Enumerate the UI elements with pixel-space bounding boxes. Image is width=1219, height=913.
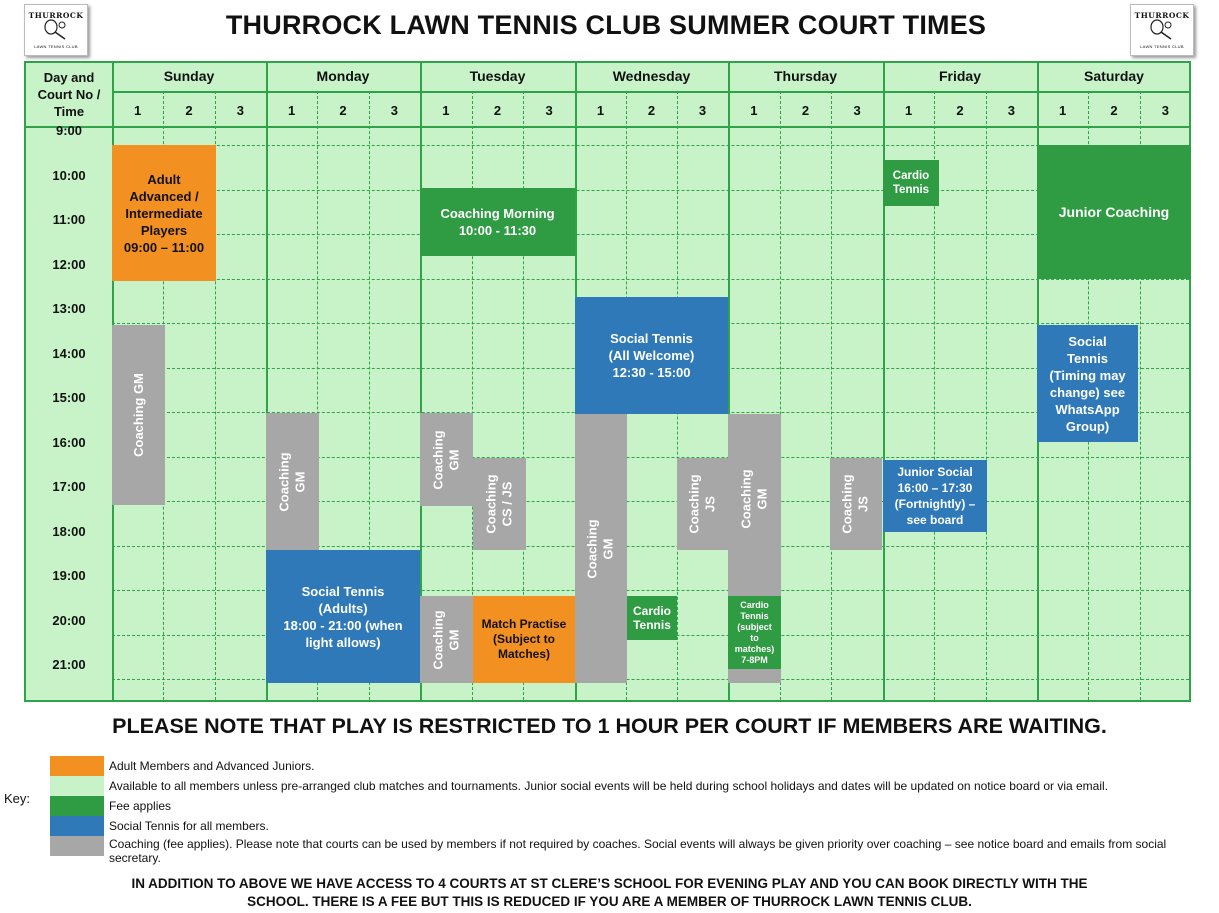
wednesday-social-tennis-block: Social Tennis (All Welcome) 12:30 - 15:00 — [575, 297, 728, 414]
thursday-cardio-tennis-block: Cardio Tennis (subject to matches) 7-8PM — [728, 596, 781, 669]
day-label-sunday: Sunday — [163, 68, 215, 84]
play-restriction-notice: PLEASE NOTE THAT PLAY IS RESTRICTED TO 1 HOUR PER COURT IF MEMBERS ARE WAITING. — [112, 714, 1107, 738]
logo-title: THURROCK — [1134, 11, 1190, 20]
friday-cardio-tennis-block: Cardio Tennis — [883, 160, 939, 206]
thursday-coaching-js-block: Coaching JS — [830, 458, 882, 550]
court-number-label: 2 — [801, 103, 810, 118]
time-label: 20:00 — [52, 612, 86, 628]
tennis-racket-icon — [1149, 19, 1175, 41]
saturday-junior-coaching-block: Junior Coaching — [1037, 145, 1191, 279]
court-number-label: 1 — [905, 103, 913, 118]
court-number-label: 3 — [236, 103, 244, 118]
time-label: 18:00 — [52, 523, 86, 539]
tuesday-coaching-gm-block: Coaching GM — [420, 413, 473, 506]
time-label: 16:00 — [52, 434, 86, 450]
header-divider — [26, 126, 1189, 128]
time-label: 9:00 — [55, 123, 83, 138]
day-label-tuesday: Tuesday — [469, 68, 526, 84]
key-text-adult: Adult Members and Advanced Juniors. — [109, 759, 315, 773]
tuesday-coaching-morning-block: Coaching Morning 10:00 - 11:30 — [420, 188, 575, 256]
day-label-monday: Monday — [316, 68, 370, 84]
court-number-label: 1 — [288, 103, 296, 118]
time-label: 21:00 — [52, 657, 86, 672]
court-number-label: 2 — [339, 103, 347, 118]
court-divider — [986, 91, 987, 700]
footer-note: IN ADDITION TO ABOVE WE HAVE ACCESS TO 4 COURTS AT ST CLERE’S SCHOOL FOR EVENING PLAY AND YOU CAN BOOK DIRECTLY WITH THE SCHOOL. THERE IS A FEE BUT THIS IS REDUCED IF YOU ARE A MEMBER OF THURROCK LAWN TENNIS CLUB. — [131, 876, 1088, 909]
key-swatch-coaching — [50, 836, 104, 856]
court-divider — [831, 91, 832, 700]
key-text-coaching: Coaching (fee applies). Please note that courts can be used by members if not required by coaches. Social events will always be given priority over coaching – see notice board and emails from social secretary. — [109, 837, 1167, 865]
time-row-line — [112, 190, 1189, 191]
tennis-racket-icon — [43, 19, 69, 41]
page-title: THURROCK LAWN TENNIS CLUB SUMMER COURT TIMES — [225, 10, 987, 40]
time-label: 19:00 — [52, 568, 86, 583]
day-label-wednesday: Wednesday — [612, 68, 691, 84]
wednesday-coaching-js-block: Coaching JS — [677, 458, 728, 550]
time-label: 11:00 — [52, 212, 86, 227]
court-number-label: 1 — [134, 103, 142, 118]
day-divider — [883, 63, 885, 700]
time-label: 17:00 — [52, 479, 86, 494]
monday-social-tennis-block: Social Tennis (Adults) 18:00 - 21:00 (when light allows) — [266, 550, 420, 683]
thursday-coaching-gm-block: Coaching GM — [728, 414, 781, 683]
time-row-line — [112, 279, 1189, 280]
court-number-label: 2 — [956, 103, 964, 118]
day-label-friday: Friday — [938, 68, 981, 84]
court-number-label: 1 — [1059, 103, 1067, 118]
key-text-social: Social Tennis for all members. — [109, 819, 269, 833]
sunday-coaching-gm-block: Coaching GM — [112, 325, 165, 505]
tuesday-coaching-cs-js-block: Coaching CS / JS — [473, 458, 526, 550]
saturday-social-tennis-block: Social Tennis (Timing may change) see WhatsApp Group) — [1037, 325, 1138, 442]
monday-coaching-gm-block: Coaching GM — [266, 413, 319, 550]
header-divider — [112, 91, 1189, 93]
club-logo — [24, 4, 88, 56]
court-number-label: 3 — [698, 103, 707, 118]
time-label: 14:00 — [52, 345, 86, 361]
court-number-label: 3 — [853, 103, 861, 118]
court-number-label: 3 — [1007, 103, 1015, 118]
key-swatch-adult — [50, 756, 104, 776]
tuesday-coaching-gm-evening-block: Coaching GM — [420, 596, 473, 683]
corner-label: Day and Court No / Time — [37, 70, 101, 119]
time-row-line — [112, 145, 1189, 146]
key-swatch-fee — [50, 796, 104, 816]
time-row-line — [112, 234, 1189, 235]
sunday-adult-advanced-block: Adult Advanced / Intermediate Players 09:00 – 11:00 — [112, 145, 216, 281]
logo-title: THURROCK — [28, 11, 84, 20]
key-text-fee: Fee applies — [109, 799, 172, 813]
court-number-label: 3 — [1161, 103, 1169, 118]
court-number-label: 1 — [750, 103, 758, 118]
time-label: 12:00 — [52, 256, 86, 272]
wednesday-coaching-gm-block: Coaching GM — [575, 414, 627, 683]
court-number-label: 3 — [545, 103, 553, 118]
court-number-label: 1 — [596, 103, 605, 118]
time-label: 15:00 — [52, 390, 86, 405]
club-logo — [1130, 4, 1194, 56]
court-number-label: 2 — [1110, 103, 1118, 118]
court-number-label: 1 — [442, 103, 450, 118]
court-timetable — [24, 61, 1191, 702]
tuesday-match-practise-block: Match Practise (Subject to Matches) — [473, 596, 575, 683]
time-label: 13:00 — [52, 301, 86, 316]
key-swatch-available — [50, 776, 104, 796]
key-swatch-social — [50, 816, 104, 836]
day-label-saturday: Saturday — [1084, 68, 1144, 84]
key-text-available: Available to all members unless pre-arranged club matches and tournaments. Junior social events will be held during school holidays and dates will be updated on notice board or via email. — [109, 779, 1109, 793]
logo-subtitle: LAWN TENNIS CLUB — [34, 44, 78, 49]
logo-subtitle: LAWN TENNIS CLUB — [1140, 44, 1184, 49]
day-label-thursday: Thursday — [773, 68, 837, 84]
court-number-label: 2 — [493, 103, 502, 118]
time-label: 10:00 — [52, 167, 86, 183]
key-label: Key: — [4, 791, 31, 806]
court-number-label: 3 — [390, 103, 398, 118]
court-number-label: 2 — [647, 103, 656, 118]
friday-junior-social-block: Junior Social 16:00 – 17:30 (Fortnightly) – see board — [883, 460, 987, 532]
court-number-label: 2 — [185, 103, 193, 118]
wednesday-cardio-tennis-block: Cardio Tennis — [627, 596, 677, 640]
